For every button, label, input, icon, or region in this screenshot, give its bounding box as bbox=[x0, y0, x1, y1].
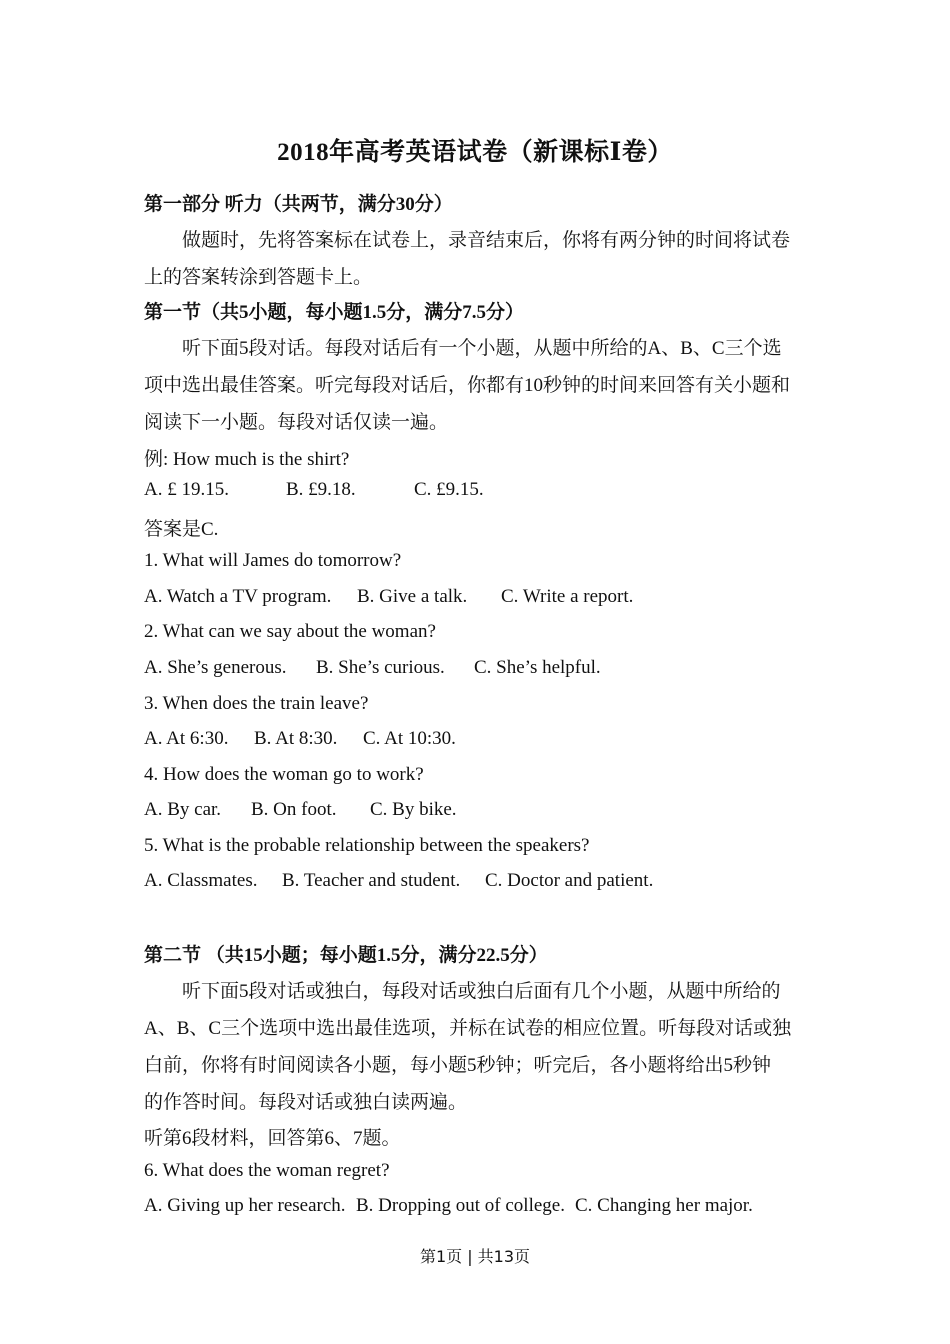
option-b: B. Dropping out of college. bbox=[356, 1195, 565, 1216]
question-4-options bbox=[144, 799, 457, 821]
example-answer: 答案是C. bbox=[144, 519, 219, 540]
example-question: 例: How much is the shirt? bbox=[144, 449, 350, 470]
material-note: 听第6段材料，回答第6、7题。 bbox=[144, 1128, 401, 1149]
option-a: A. Watch a TV program. bbox=[144, 586, 332, 607]
option-a: A. She’s generous. bbox=[144, 657, 287, 678]
section1-heading: 第一节（共5小题，每小题1.5分，满分7.5分） bbox=[144, 302, 525, 323]
option-b: B. She’s curious. bbox=[316, 657, 445, 678]
option-a: A. £ 19.15. bbox=[144, 479, 229, 500]
option-c: C. At 10:30. bbox=[363, 728, 456, 749]
page-footer: 第1页 | 共13页 bbox=[419, 1247, 531, 1266]
section2-instruction-line: A、B、C三个选项中选出最佳选项，并标在试卷的相应位置。听每段对话或独 bbox=[144, 1018, 792, 1039]
option-b: B. Give a talk. bbox=[357, 586, 468, 607]
option-a: A. By car. bbox=[144, 799, 222, 820]
section2-heading: 第二节 （共15小题；每小题1.5分，满分22.5分） bbox=[144, 945, 548, 966]
option-c: C. Write a report. bbox=[501, 586, 634, 607]
part1-instruction-line: 上的答案转涂到答题卡上。 bbox=[144, 267, 373, 288]
section2-instruction-line: 的作答时间。每段对话或独白读两遍。 bbox=[144, 1092, 468, 1113]
question-2-options bbox=[144, 657, 601, 679]
question-4: 4. How does the woman go to work? bbox=[144, 764, 424, 785]
question-6-options bbox=[144, 1195, 753, 1217]
section2-instruction-line: 白前，你将有时间阅读各小题，每小题5秒钟；听完后，各小题将给出5秒钟 bbox=[144, 1055, 772, 1076]
section1-instruction-line: 项中选出最佳答案。听完每段对话后，你都有10秒钟的时间来回答有关小题和 bbox=[144, 375, 791, 396]
question-3-options bbox=[144, 728, 456, 750]
section1-instruction-line: 阅读下一小题。每段对话仅读一遍。 bbox=[144, 412, 449, 433]
option-b: B. £9.18. bbox=[286, 479, 356, 500]
example-options bbox=[144, 479, 484, 501]
option-c: C. £9.15. bbox=[414, 479, 484, 500]
question-1-options bbox=[144, 586, 633, 608]
option-b: B. Teacher and student. bbox=[282, 870, 461, 891]
option-b: B. At 8:30. bbox=[254, 728, 338, 749]
option-c: C. She’s helpful. bbox=[474, 657, 601, 678]
section1-instruction-line: 听下面5段对话。每段对话后有一个小题，从题中所给的A、B、C三个选 bbox=[182, 338, 782, 359]
section2-instruction-line: 听下面5段对话或独白，每段对话或独白后面有几个小题，从题中所给的 bbox=[182, 981, 781, 1002]
page-title: 2018年高考英语试卷（新课标Ⅰ卷） bbox=[277, 139, 673, 166]
question-5: 5. What is the probable relationship between the speakers? bbox=[144, 835, 590, 856]
option-a: A. Classmates. bbox=[144, 870, 258, 891]
option-b: B. On foot. bbox=[251, 799, 337, 820]
question-6: 6. What does the woman regret? bbox=[144, 1160, 390, 1181]
option-c: C. By bike. bbox=[370, 799, 457, 820]
option-c: C. Doctor and patient. bbox=[485, 870, 654, 891]
question-2: 2. What can we say about the woman? bbox=[144, 621, 436, 642]
question-5-options bbox=[144, 870, 653, 892]
option-a: A. Giving up her research. bbox=[144, 1195, 346, 1216]
option-c: C. Changing her major. bbox=[575, 1195, 753, 1216]
question-1: 1. What will James do tomorrow? bbox=[144, 550, 402, 571]
part1-instruction-line: 做题时，先将答案标在试卷上，录音结束后，你将有两分钟的时间将试卷 bbox=[182, 230, 791, 251]
option-a: A. At 6:30. bbox=[144, 728, 229, 749]
part1-heading: 第一部分 听力（共两节，满分30分） bbox=[144, 194, 453, 215]
question-3: 3. When does the train leave? bbox=[144, 693, 369, 714]
